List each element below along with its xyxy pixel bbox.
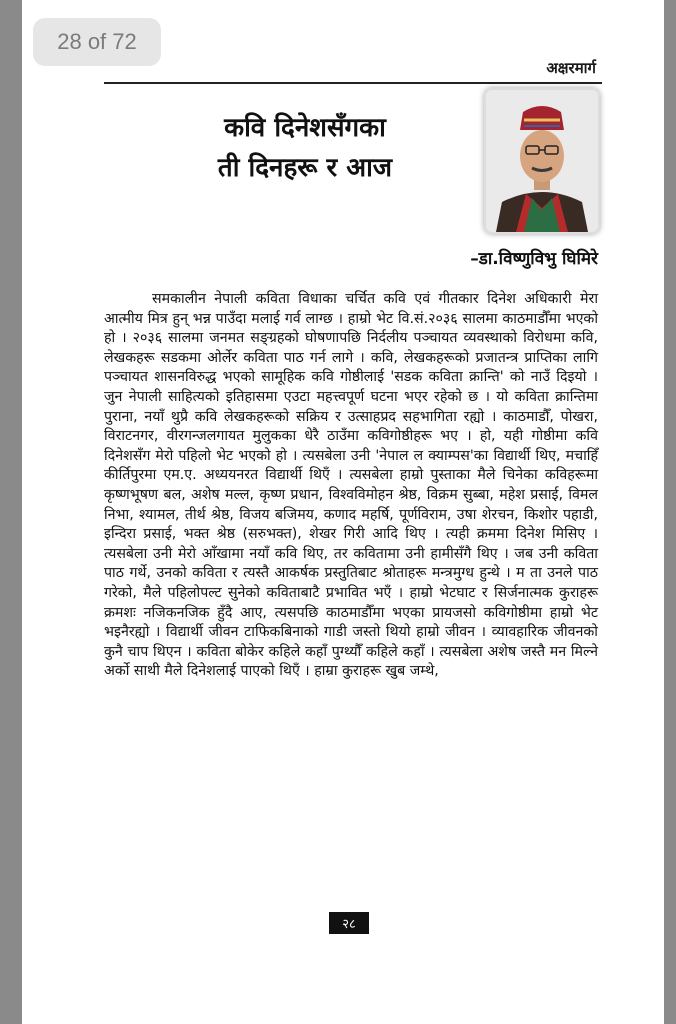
page-counter-badge: 28 of 72 — [33, 18, 161, 66]
header-rule — [104, 82, 602, 84]
article-body: समकालीन नेपाली कविता विधाका चर्चित कवि एवं गीतकार दिनेश अधिकारी मेरा आत्मीय मित्र हुन् भन्न पाउँदा मलाई गर्व लाग्छ । हाम्रो भेट वि.सं.२०३६ सालमा काठमाडौँमा भएको हो । २०३६ सालमा जनमत सङ्ग्रहको घोषणापछि निर्दलीय पञ्चायत व्यवस्थाको विरोधमा कवि, लेखकहरू सडकमा ओर्लेर कविता पाठ गर्न लागे । कवि, लेखकहरूको प्रजातन्त्र प्राप्तिका लागि पञ्चायत शासनविरुद्ध भएको सामूहिक कवि गोष्ठीलाई 'सडक कविता क्रान्ति' को नाउँ दिइयो । जुन नेपाली साहित्यको इतिहासमा एउटा महत्त्वपूर्ण घटना भएर रहेको छ । यो कविता क्रान्तिमा पुराना, नयाँ थुप्रै कवि लेखकहरूको सक्रिय र उत्साहप्रद सहभागिता रह्यो । काठमाडौँ, पोखरा, विराटनगर, वीरगन्जलगायत मुलुकका धेरै ठाउँमा कविगोष्ठीहरू भए । हो, यही गोष्ठीमा कवि दिनेशसँग मेरो पहिलो भेट भएको हो । त्यसबेला उनी 'नेपाल ल क्याम्पस'का विद्यार्थी थिए, मचाहिँ कीर्तिपुरमा एम.ए. अध्ययनरत विद्यार्थी थिएँ । त्यसबेला हाम्रो पुस्ताका मैले चिनेका कविहरूमा कृष्णभूषण बल, अशेष मल्ल, कृष्ण प्रधान, विश्वविमोहन श्रेष्ठ, विक्रम सुब्बा, महेश प्रसाई, विमल निभा, श्यामल, तीर्थ श्रेष्ठ, विजय बजिमय, कणाद महर्षि, पूर्णविराम, उषा शेरचन, किशोर पहाडी, इन्दिरा प्रसाई, भक्त श्रेष्ठ (सरुभक्त), शेखर गिरी आदि थिए । त्यही क्रममा दिनेश मिसिए । त्यसबेला उनी मेरो आँखामा नयाँ कवि थिए, तर कवितामा उनी हामीसँगै थिए । जब उनी कविता पाठ गर्थे, उनको कविता र त्यस्तै आकर्षक प्रस्तुतिबाट श्रोताहरू मन्त्रमुग्ध हुन्थे । म ता उनले पाठ गरेको, मैले पहिलोपल्ट सुनेको कविताबाटै प्रभावित भएँ । हाम्रो भेटघाट र सिर्जनात्मक कुराहरू क्रमशः नजिकनजिक हुँदै आए, त्यसपछि काठमाडौँमा भएका प्रायजसो कविगोष्ठीमा हाम्रो भेट भइनैरह्यो । विद्यार्थी जीवन टाफिकबिनाको गाडी जस्तो थियो हाम्रो जीवन । व्यावहारिक जीवनको कुनै चाप थिएन । कविता बोकेर कहिले कहाँ पुग्थ्यौँ कहिले कहाँ । त्यसबेला अशेष जस्तै मन मिल्ने अर्को साथी मैले दिनेशलाई पाएको थिएँ । हाम्रा कुराहरू खुब जम्थे, — [104, 291, 598, 680]
author-portrait-illustration — [486, 90, 598, 232]
title-line-1: कवि दिनेशसँगका — [224, 113, 386, 143]
article-title — [140, 108, 470, 188]
title-line-2: ती दिनहरू र आज — [217, 153, 393, 183]
author-portrait — [484, 88, 600, 234]
magazine-name: अक्षरमार्ग — [546, 59, 596, 77]
page-number-box: २८ — [329, 912, 369, 934]
author-byline: –डा.विष्णुविभु घिमिरे — [470, 249, 598, 269]
